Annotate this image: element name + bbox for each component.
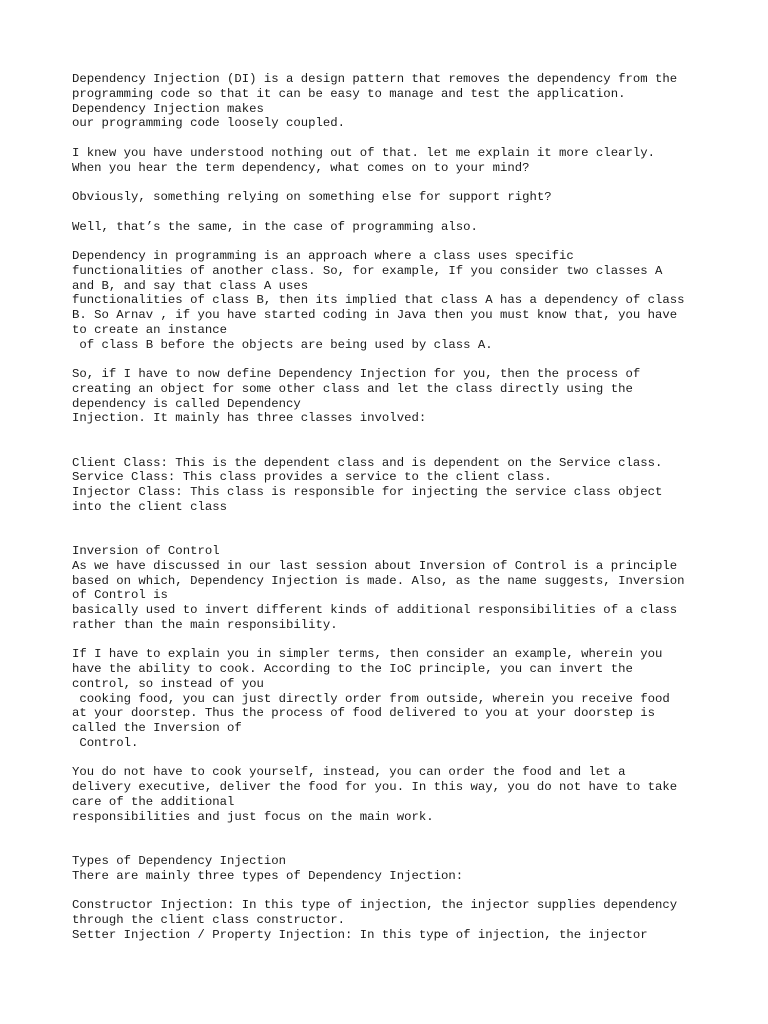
text-line: Dependency Injection makes bbox=[72, 101, 264, 116]
text-line: delivery executive, deliver the food for you. In this way, you do not have to take bbox=[72, 780, 678, 794]
text-line: Client Class: This is the dependent class and is dependent on the Service class. bbox=[72, 455, 663, 470]
text-line bbox=[72, 175, 712, 190]
text-line: There are mainly three types of Dependency Injection: bbox=[72, 868, 464, 883]
text-line: Inversion of Control bbox=[72, 544, 220, 558]
text-line: Obviously, something relying on something else for support right? bbox=[72, 190, 552, 204]
document-page bbox=[72, 72, 712, 942]
text-line: based on which, Dependency Injection is made. Also, as the name suggests, Inversion bbox=[72, 573, 685, 588]
text-line: rather than the main responsibility. bbox=[72, 617, 338, 632]
text-line bbox=[72, 205, 712, 220]
text-line bbox=[72, 883, 712, 898]
text-line: dependency is called Dependency bbox=[72, 396, 301, 411]
text-line: care of the additional bbox=[72, 794, 235, 809]
text-line bbox=[72, 131, 712, 146]
text-line: into the client class bbox=[72, 499, 227, 514]
text-line bbox=[72, 441, 712, 456]
text-line: functionalities of class B, then its implied that class A has a dependency of class bbox=[72, 293, 685, 308]
text-line: Dependency in programming is an approach where a class uses specific bbox=[72, 249, 574, 263]
text-line: to create an instance bbox=[72, 322, 227, 337]
text-line: of class B before the objects are being used by class A. bbox=[72, 337, 493, 352]
text-line: So, if I have to now define Dependency Injection for you, then the process of bbox=[72, 367, 641, 381]
text-line: B. So Arnav , if you have started coding in Java then you must know that, you have bbox=[72, 308, 678, 322]
text-line: our programming code loosely coupled. bbox=[72, 116, 346, 131]
text-line: You do not have to cook yourself, instead, you can order the food and let a bbox=[72, 765, 626, 780]
text-line bbox=[72, 426, 712, 441]
text-line bbox=[72, 529, 712, 544]
text-line: I knew you have understood nothing out of that. let me explain it more clearly. bbox=[72, 145, 655, 160]
text-line: creating an object for some other class and let the class directly using the bbox=[72, 381, 633, 396]
text-line: functionalities of another class. So, for example, If you consider two classes A bbox=[72, 263, 663, 278]
text-line: of Control is bbox=[72, 588, 168, 603]
text-line bbox=[72, 839, 712, 854]
text-line: Dependency Injection (DI) is a design pattern that removes the dependency from the bbox=[72, 72, 678, 86]
text-line: through the client class constructor. bbox=[72, 912, 346, 927]
text-line: Injector Class: This class is responsible for injecting the service class object bbox=[72, 485, 663, 499]
text-line bbox=[72, 515, 712, 530]
text-line: programming code so that it can be easy to manage and test the application. bbox=[72, 86, 626, 101]
text-line bbox=[72, 633, 712, 648]
text-line: have the ability to cook. According to the IoC principle, you can invert the bbox=[72, 662, 633, 676]
text-line: As we have discussed in our last session about Inversion of Control is a principle bbox=[72, 558, 678, 573]
text-line: called the Inversion of bbox=[72, 721, 242, 735]
text-line bbox=[72, 824, 712, 839]
text-line: Setter Injection / Property Injection: In this type of injection, the injector bbox=[72, 927, 648, 942]
text-line: If I have to explain you in simpler terms, then consider an example, wherein you bbox=[72, 647, 663, 662]
text-line: basically used to invert different kinds of additional responsibilities of a class bbox=[72, 603, 678, 617]
text-line: and B, and say that class A uses bbox=[72, 278, 309, 293]
text-line: cooking food, you can just directly order from outside, wherein you receive food bbox=[72, 691, 670, 706]
text-line: When you hear the term dependency, what comes on to your mind? bbox=[72, 160, 530, 175]
text-line: at your doorstep. Thus the process of food delivered to you at your doorstep is bbox=[72, 706, 655, 721]
text-line: control, so instead of you bbox=[72, 676, 264, 691]
text-line bbox=[72, 751, 712, 766]
text-line bbox=[72, 352, 712, 367]
text-line: Constructor Injection: In this type of injection, the injector supplies dependency bbox=[72, 898, 678, 912]
text-line: responsibilities and just focus on the main work. bbox=[72, 809, 434, 824]
text-line bbox=[72, 234, 712, 249]
text-line: Types of Dependency Injection bbox=[72, 853, 287, 868]
text-line: Control. bbox=[72, 735, 139, 750]
text-line: Well, that’s the same, in the case of programming also. bbox=[72, 219, 478, 234]
text-line: Service Class: This class provides a service to the client class. bbox=[72, 470, 552, 485]
text-line: Injection. It mainly has three classes involved: bbox=[72, 411, 427, 426]
